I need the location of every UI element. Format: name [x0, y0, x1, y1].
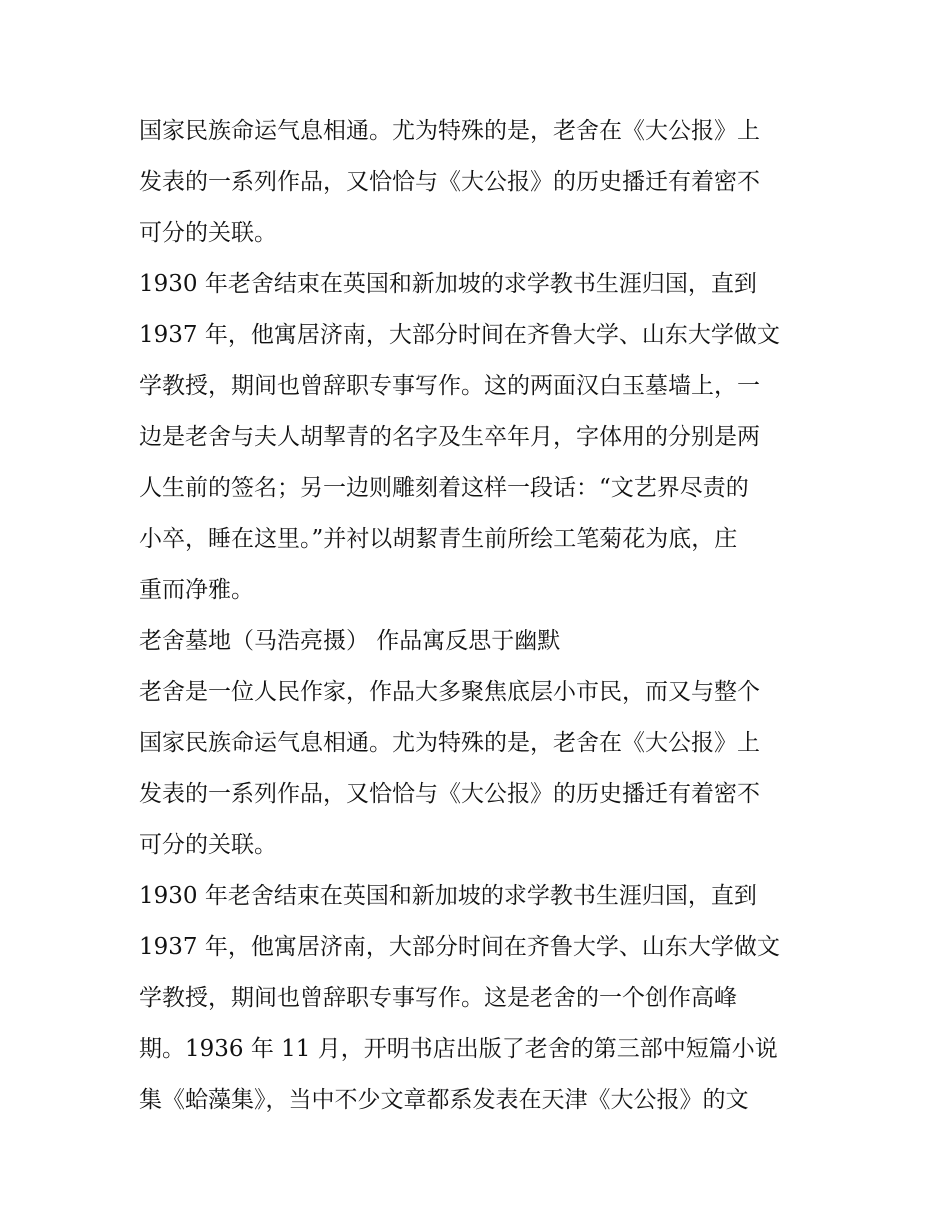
text-line: 边是老舍与夫人胡挈青的名字及生卒年月，字体用的分别是两 [139, 424, 760, 450]
text-line: 1937 年，他寓居济南，大部分时间在齐鲁大学、山东大学做文 [139, 322, 780, 348]
text-line: 学教授，期间也曾辞职专事写作。这是老舍的一个创作高峰 [139, 985, 737, 1011]
text-line: 可分的关联。 [139, 832, 277, 858]
text-line: 可分的关联。 [139, 220, 277, 246]
text-line: 1937 年，他寓居济南，大部分时间在齐鲁大学、山东大学做文 [139, 934, 780, 960]
text-line: 1930 年老舍结束在英国和新加坡的求学教书生涯归国，直到 [139, 271, 757, 297]
text-line: 集《蛤藻集》，当中不少文章都系发表在天津《大公报》的文 [139, 1087, 749, 1113]
text-line: 1930 年老舍结束在英国和新加坡的求学教书生涯归国，直到 [139, 883, 757, 909]
text-line: 学教授，期间也曾辞职专事写作。这的两面汉白玉墓墙上，一 [139, 373, 760, 399]
text-line: 发表的一系列作品，又恰恰与《大公报》的历史播迁有着密不 [139, 781, 760, 807]
section-heading: 老舍墓地（马浩亮摄） 作品寓反思于幽默 [139, 628, 561, 654]
text-line: 老舍是一位人民作家，作品大多聚焦底层小市民，而又与整个 [139, 679, 760, 705]
text-line: 期。1936 年 11 月，开明书店出版了老舍的第三部中短篇小说 [139, 1036, 778, 1062]
article-body [139, 106, 819, 1126]
text-line: 小卒，睡在这里。”并衬以胡絜青生前所绘工笔菊花为底，庄 [139, 526, 738, 552]
text-line: 发表的一系列作品，又恰恰与《大公报》的历史播迁有着密不 [139, 169, 760, 195]
text-line: 重而净雅。 [139, 577, 254, 603]
text-line: 国家民族命运气息相通。尤为特殊的是，老舍在《大公报》上 [139, 118, 760, 144]
text-line: 人生前的签名；另一边则雕刻着这样一段话：“文艺界尽责的 [139, 475, 749, 501]
text-line: 国家民族命运气息相通。尤为特殊的是，老舍在《大公报》上 [139, 730, 760, 756]
